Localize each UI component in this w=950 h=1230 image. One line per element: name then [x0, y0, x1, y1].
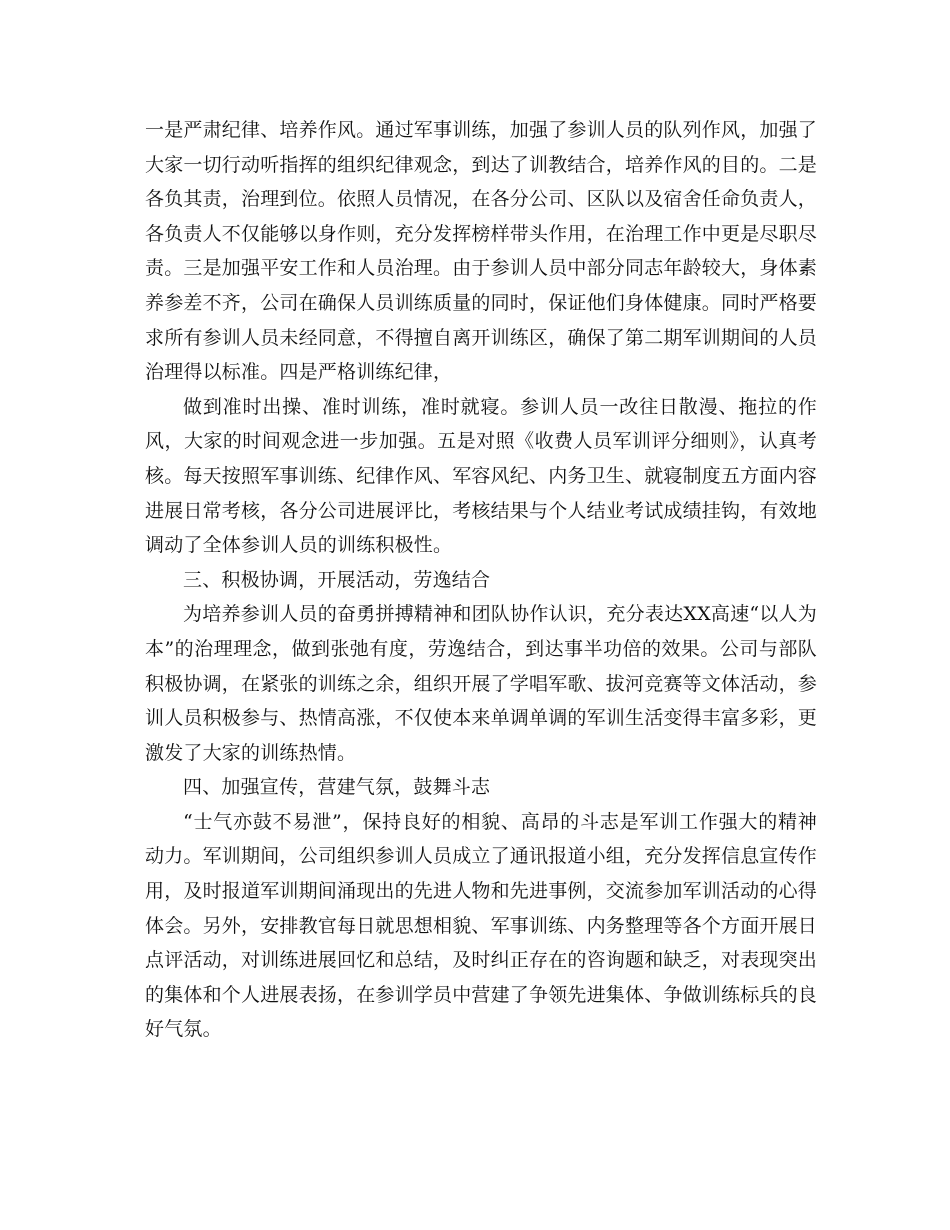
section-heading-activities: 三、积极协调，开展活动，劳逸结合 — [183, 568, 491, 591]
document-body — [145, 113, 817, 1047]
paragraph-publicity: “士气亦鼓不易泄”，保持良好的相貌、高昂的斗志是军训工作强大的精神动力。军训期间，公司组织参训人员成立了通讯报道小组，充分发挥信息宣传作用，及时报道军训期间涌现出的先进人物和先进事例，交流参加军训活动的心得体会。另外，安排教官每日就思想相貌、军事训练、内务整理等各个方面开展日点评活动，对训练进展回忆和总结，及时纠正存在的咨询题和缺乏，对表现突出的集体和个人进展表扬，在参训学员中营建了争领先进集体、争做训练标兵的良好气氛。 — [145, 810, 818, 1041]
paragraph-activities: 为培养参训人员的奋勇拼搏精神和团队协作认识，充分表达XX高速“以人为本”的治理理念，做到张弛有度，劳逸结合，到达事半功倍的效果。公司与部队积极协调，在紧张的训练之余，组织开展了学唱军歌、拔河竞赛等文体活动，参训人员积极参与、热情高涨，不仅使本来单调单调的军训生活变得丰富多彩，更激发了大家的训练热情。 — [145, 603, 818, 764]
paragraph-punctuality: 做到准时出操、准时训练，准时就寝。参训人员一改往日散漫、拖拉的作风，大家的时间观念进一步加强。五是对照《收费人员军训评分细则》，认真考核。每天按照军事训练、纪律作风、军容风纪、内务卫生、就寝制度五方面内容进展日常考核，各分公司进展评比，考核结果与个人结业考试成绩挂钩，有效地调动了全体参训人员的训练积极性。 — [145, 395, 818, 557]
section-heading-publicity: 四、加强宣传，营建气氛，鼓舞斗志 — [183, 776, 491, 799]
paragraph-discipline: 一是严肃纪律、培养作风。通过军事训练，加强了参训人员的队列作风，加强了大家一切行动听指挥的组织纪律观念，到达了训教结合，培养作风的目的。二是各负其责，治理到位。依照人员情况，在各分公司、区队以及宿舍任命负责人，各负责人不仅能够以身作则，充分发挥榜样带头作用，在治理工作中更是尽职尽责。三是加强平安工作和人员治理。由于参训人员中部分同志年龄较大，身体素养参差不齐，公司在确保人员训练质量的同时，保证他们身体健康。同时严格要求所有参训人员未经同意，不得擅自离开训练区，确保了第二期军训期间的人员治理得以标准。四是严格训练纪律， — [145, 119, 818, 384]
